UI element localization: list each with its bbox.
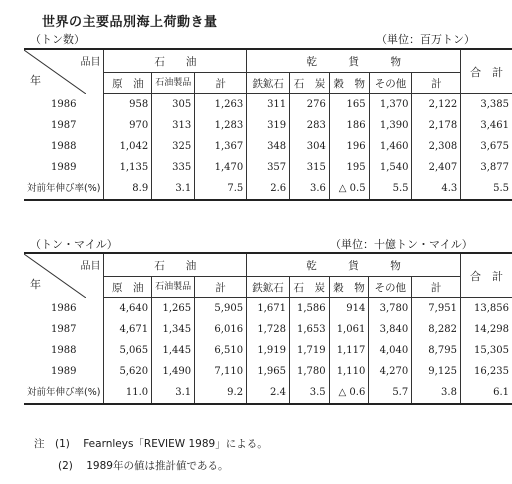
cell: 3.6 xyxy=(290,178,330,200)
cell: 1,265 xyxy=(152,298,195,320)
cell: 7,110 xyxy=(195,361,247,382)
cell: 3,675 xyxy=(461,136,512,157)
cell: 15,305 xyxy=(460,340,512,361)
cell: 9,125 xyxy=(412,361,461,382)
cell: 970 xyxy=(104,115,152,136)
cell: 1,061 xyxy=(329,319,369,340)
yoy-label: 対前年伸び率(%) xyxy=(24,382,104,404)
cell: 2,308 xyxy=(412,136,461,157)
row-year: 1986 xyxy=(51,302,77,314)
cell: 1,370 xyxy=(369,94,412,116)
cell: 3.5 xyxy=(289,382,329,404)
group-header-dry-cargo: 乾 貨 物 xyxy=(247,253,461,277)
cell: 16,235 xyxy=(460,361,512,382)
cell: 958 xyxy=(104,94,152,116)
cell: 3,780 xyxy=(369,298,412,320)
cell: 2,122 xyxy=(412,94,461,116)
cell: 1,653 xyxy=(289,319,329,340)
cell: 8.9 xyxy=(104,178,152,200)
col-header-iron-ore: 鉄鉱石 xyxy=(247,73,290,94)
table-row xyxy=(24,298,512,320)
cell: 3,385 xyxy=(461,94,512,116)
table-row xyxy=(24,157,512,178)
cell: 7.5 xyxy=(195,178,247,200)
table-row-yoy xyxy=(24,178,512,200)
cell: 1,367 xyxy=(195,136,247,157)
cell: 348 xyxy=(247,136,290,157)
col-header-other: その他 xyxy=(369,73,412,94)
cell: 5.5 xyxy=(369,178,412,200)
table1-unit-note: （単位：百万トン） xyxy=(376,33,475,46)
cell: 165 xyxy=(329,94,369,116)
note-2 xyxy=(58,458,228,473)
cell: △ 0.5 xyxy=(329,178,369,200)
table1-corner-cell xyxy=(24,49,104,94)
col-header-products: 石油製品 xyxy=(152,73,195,94)
note-1 xyxy=(34,436,268,451)
cell: 305 xyxy=(152,94,195,116)
cell: 315 xyxy=(290,157,330,178)
table-row xyxy=(24,136,512,157)
group-header-total: 合 計 xyxy=(460,253,512,298)
row-year: 1989 xyxy=(51,162,77,173)
cell: 283 xyxy=(290,115,330,136)
cell: 313 xyxy=(152,115,195,136)
table-row xyxy=(24,319,512,340)
cell: 5.7 xyxy=(369,382,412,404)
table1-tonnage xyxy=(24,48,512,201)
cell: 3,877 xyxy=(461,157,512,178)
row-year: 1986 xyxy=(51,98,77,110)
col-header-coal: 石 炭 xyxy=(290,73,330,94)
cell: 3,840 xyxy=(369,319,412,340)
col-header-iron-ore: 鉄鉱石 xyxy=(247,277,290,298)
cell: 319 xyxy=(247,115,290,136)
cell: 311 xyxy=(247,94,290,116)
table2-unit-note: （単位：十億トン・マイル） xyxy=(330,238,473,251)
cell: 1,110 xyxy=(329,361,369,382)
cell: 357 xyxy=(247,157,290,178)
corner-item-label: 品目 xyxy=(80,261,101,272)
col-header-crude: 原 油 xyxy=(104,277,152,298)
cell: 1,460 xyxy=(369,136,412,157)
cell: 2.6 xyxy=(247,178,290,200)
cell: 1,117 xyxy=(329,340,369,361)
cell: 8,795 xyxy=(412,340,461,361)
cell: 3,461 xyxy=(461,115,512,136)
table-row xyxy=(24,94,512,116)
cell: 7,951 xyxy=(412,298,461,320)
cell: 4,270 xyxy=(369,361,412,382)
cell: 4,040 xyxy=(369,340,412,361)
cell: 1,490 xyxy=(152,361,195,382)
cell: 2,178 xyxy=(412,115,461,136)
table2-corner-cell xyxy=(24,253,104,298)
cell: 196 xyxy=(329,136,369,157)
cell: 304 xyxy=(290,136,330,157)
cell: 335 xyxy=(152,157,195,178)
group-header-oil: 石 油 xyxy=(104,49,247,73)
cell: 11.0 xyxy=(104,382,152,404)
row-year: 1987 xyxy=(51,324,77,335)
cell: 1,135 xyxy=(104,157,152,178)
cell: 1,445 xyxy=(152,340,195,361)
cell: 325 xyxy=(152,136,195,157)
col-header-dry-total: 計 xyxy=(412,73,461,94)
table1-unit-label: （トン数） xyxy=(30,33,85,46)
note-2-marker: (2) xyxy=(58,460,73,472)
cell: 5,905 xyxy=(195,298,247,320)
page-title: 世界の主要品別海上荷動き量 xyxy=(42,15,218,30)
col-header-coal: 石 炭 xyxy=(289,277,329,298)
cell: 1,780 xyxy=(289,361,329,382)
cell: 2.4 xyxy=(247,382,290,404)
row-year: 1989 xyxy=(51,366,77,377)
row-year: 1987 xyxy=(51,120,77,131)
cell: 1,728 xyxy=(247,319,290,340)
cell: 4.3 xyxy=(412,178,461,200)
cell: 6,016 xyxy=(195,319,247,340)
cell: 4,640 xyxy=(104,298,152,320)
cell: 1,470 xyxy=(195,157,247,178)
cell: 186 xyxy=(329,115,369,136)
cell: △ 0.6 xyxy=(329,382,369,404)
cell: 1,671 xyxy=(247,298,290,320)
cell: 276 xyxy=(290,94,330,116)
cell: 13,856 xyxy=(460,298,512,320)
col-header-oil-total: 計 xyxy=(195,73,247,94)
cell: 1,390 xyxy=(369,115,412,136)
table-row xyxy=(24,340,512,361)
cell: 1,919 xyxy=(247,340,290,361)
col-header-crude: 原 油 xyxy=(104,73,152,94)
cell: 1,263 xyxy=(195,94,247,116)
col-header-products: 石油製品 xyxy=(152,277,195,298)
cell: 6.1 xyxy=(460,382,512,404)
cell: 1,719 xyxy=(289,340,329,361)
corner-item-label: 品目 xyxy=(80,57,101,68)
table2-unit-label: （トン・マイル） xyxy=(30,238,118,251)
row-year: 1988 xyxy=(51,141,77,152)
cell: 1,345 xyxy=(152,319,195,340)
cell: 9.2 xyxy=(195,382,247,404)
group-header-oil: 石 油 xyxy=(104,253,247,277)
cell: 3.1 xyxy=(152,382,195,404)
cell: 1,965 xyxy=(247,361,290,382)
cell: 5,065 xyxy=(104,340,152,361)
cell: 14,298 xyxy=(460,319,512,340)
cell: 5,620 xyxy=(104,361,152,382)
group-header-dry-cargo: 乾 貨 物 xyxy=(247,49,461,73)
cell: 195 xyxy=(329,157,369,178)
yoy-label: 対前年伸び率(%) xyxy=(24,178,104,200)
row-year: 1988 xyxy=(51,345,77,356)
cell: 6,510 xyxy=(195,340,247,361)
col-header-grain: 穀 物 xyxy=(329,73,369,94)
col-header-dry-total: 計 xyxy=(412,277,461,298)
table2-ton-miles xyxy=(24,252,512,405)
cell: 8,282 xyxy=(412,319,461,340)
col-header-oil-total: 計 xyxy=(195,277,247,298)
cell: 5.5 xyxy=(461,178,512,200)
cell: 3.8 xyxy=(412,382,461,404)
table-row xyxy=(24,115,512,136)
table-row xyxy=(24,361,512,382)
cell: 2,407 xyxy=(412,157,461,178)
cell: 3.1 xyxy=(152,178,195,200)
cell: 1,042 xyxy=(104,136,152,157)
note-2-text: 1989年の値は推計値である。 xyxy=(86,460,229,472)
col-header-grain: 穀 物 xyxy=(329,277,369,298)
cell: 1,283 xyxy=(195,115,247,136)
note-1-text: Fearnleys「REVIEW 1989」による。 xyxy=(83,438,268,450)
corner-year-label: 年 xyxy=(30,277,41,291)
col-header-other: その他 xyxy=(369,277,412,298)
table-row-yoy xyxy=(24,382,512,404)
cell: 1,586 xyxy=(289,298,329,320)
cell: 1,540 xyxy=(369,157,412,178)
cell: 4,671 xyxy=(104,319,152,340)
group-header-total: 合 計 xyxy=(461,49,512,94)
cell: 914 xyxy=(329,298,369,320)
note-1-marker: 注 (1) xyxy=(34,438,70,450)
corner-year-label: 年 xyxy=(30,73,41,87)
